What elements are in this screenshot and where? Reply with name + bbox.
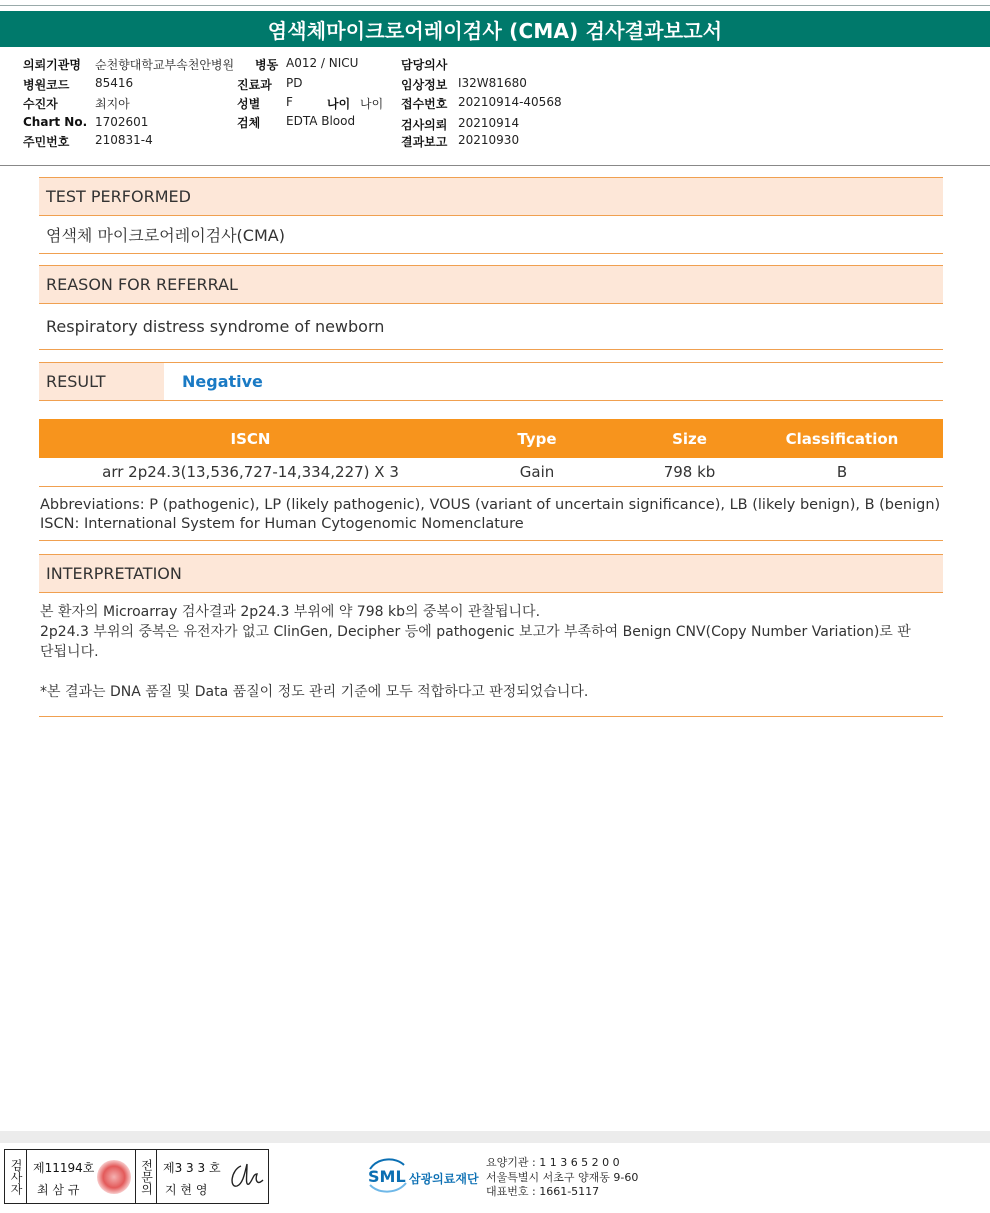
receipt-no-value: 20210914-40568 bbox=[458, 95, 562, 109]
info-divider bbox=[0, 165, 990, 166]
age-value: 나이 bbox=[360, 97, 384, 111]
test-performed-text: 염색체 마이크로어레이검사(CMA) bbox=[39, 216, 943, 254]
top-rule bbox=[0, 5, 990, 6]
cell-classification: B bbox=[836, 463, 848, 481]
result-report-value: 20210930 bbox=[458, 133, 520, 147]
interpretation-body bbox=[40, 602, 920, 702]
header-classification: Classification bbox=[785, 429, 899, 448]
care-institution: 요양기관 : 1 1 3 6 5 2 0 0 bbox=[486, 1156, 620, 1169]
signature-icon bbox=[227, 1158, 265, 1194]
specimen-label: 검체 bbox=[237, 116, 261, 130]
result-value: Negative bbox=[182, 372, 263, 391]
resident-no-value: 210831-4 bbox=[95, 133, 153, 147]
cell-size: 798 kb bbox=[663, 463, 716, 481]
cell-type: Gain bbox=[519, 463, 555, 481]
institution-label: 의뢰기관명 bbox=[23, 58, 81, 72]
header-iscn: ISCN bbox=[230, 429, 271, 448]
collector-label: 수진자 bbox=[23, 97, 58, 111]
cell-iscn: arr 2p24.3(13,536,727-14,334,227) X 3 bbox=[102, 463, 399, 481]
chart-no-label: Chart No. bbox=[23, 115, 88, 129]
interpretation-line: 본 환자의 Microarray 검사결과 2p24.3 부위에 약 798 kb의 중복이 관찰됩니다. bbox=[40, 604, 541, 620]
interpretation-note: *본 결과는 DNA 품질 및 Data 품질이 정도 관리 기준에 모두 적합하다고 판정되었습니다. bbox=[40, 684, 589, 700]
sex-label: 성별 bbox=[237, 97, 261, 111]
ward-label: 병동 bbox=[255, 58, 279, 72]
abbreviations bbox=[40, 496, 943, 534]
physician-label: 담당의사 bbox=[401, 58, 448, 72]
age-label: 나이 bbox=[327, 97, 351, 111]
interpretation-divider bbox=[39, 716, 943, 717]
abbreviations-divider bbox=[39, 540, 943, 541]
header-type: Type bbox=[517, 429, 557, 448]
sex-value: F bbox=[286, 95, 293, 109]
contact-info bbox=[486, 1156, 638, 1200]
receipt-no-label: 접수번호 bbox=[401, 97, 448, 111]
examiner-number: 제11194호 bbox=[33, 1161, 95, 1175]
header-size: Size bbox=[672, 429, 707, 448]
specimen-value: EDTA Blood bbox=[286, 114, 356, 128]
logo-text: SML bbox=[368, 1167, 406, 1186]
org-name: 삼광의료재단 bbox=[409, 1172, 479, 1186]
specialist-number: 제3 3 3 호 bbox=[163, 1161, 221, 1175]
test-request-label: 검사의뢰 bbox=[401, 118, 448, 132]
reason-heading: REASON FOR REFERRAL bbox=[39, 265, 943, 304]
examiner-seal-icon bbox=[97, 1160, 131, 1194]
department-value: PD bbox=[286, 76, 303, 90]
abbreviations-line: Abbreviations: P (pathogenic), LP (likely pathogenic), VOUS (variant of uncertain significance), LB (likely benign), B (benign) bbox=[40, 497, 941, 513]
collector-value: 최지아 bbox=[95, 97, 130, 111]
clinical-info-label: 임상정보 bbox=[401, 78, 448, 92]
ward-value: A012 / NICU bbox=[286, 56, 359, 70]
result-row bbox=[39, 362, 943, 401]
examiner-label: 검사자 bbox=[5, 1150, 27, 1203]
footer-band bbox=[0, 1131, 990, 1143]
interpretation-heading: INTERPRETATION bbox=[39, 554, 943, 593]
institution-value: 순천향대학교부속천안병원 bbox=[95, 58, 235, 72]
hospital-code-label: 병원코드 bbox=[23, 78, 70, 92]
iscn-definition: ISCN: International System for Human Cytogenomic Nomenclature bbox=[40, 516, 524, 532]
hospital-code-value: 85416 bbox=[95, 76, 134, 90]
signature-box bbox=[4, 1149, 269, 1204]
result-label: RESULT bbox=[39, 363, 164, 400]
specialist-label: 전문의 bbox=[135, 1150, 157, 1203]
patient-info bbox=[0, 50, 990, 164]
resident-no-label: 주민번호 bbox=[23, 135, 70, 149]
address: 서울특별시 서초구 양재동 9-60 bbox=[486, 1170, 639, 1184]
cnv-table-header bbox=[39, 419, 943, 458]
table-row bbox=[39, 458, 943, 487]
phone: 대표번호 : 1661-5117 bbox=[486, 1185, 600, 1198]
reason-text: Respiratory distress syndrome of newborn bbox=[39, 304, 943, 350]
specialist-name: 지 현 영 bbox=[165, 1183, 208, 1197]
test-performed-heading: TEST PERFORMED bbox=[39, 177, 943, 216]
examiner-name: 최 삼 규 bbox=[37, 1183, 80, 1197]
test-request-value: 20210914 bbox=[458, 116, 520, 130]
clinical-info-value: I32W81680 bbox=[458, 76, 527, 90]
department-label: 진료과 bbox=[237, 78, 272, 92]
result-report-label: 결과보고 bbox=[401, 135, 448, 149]
interpretation-line: 2p24.3 부위의 중복은 유전자가 없고 ClinGen, Decipher 등에 pathogenic 보고가 부족하여 Benign CNV(Copy Number Variation)로 판단됩니다. bbox=[40, 624, 911, 660]
report-title: 염색체마이크로어레이검사 (CMA) 검사결과보고서 bbox=[0, 11, 990, 47]
chart-no-value: 1702601 bbox=[95, 115, 149, 129]
